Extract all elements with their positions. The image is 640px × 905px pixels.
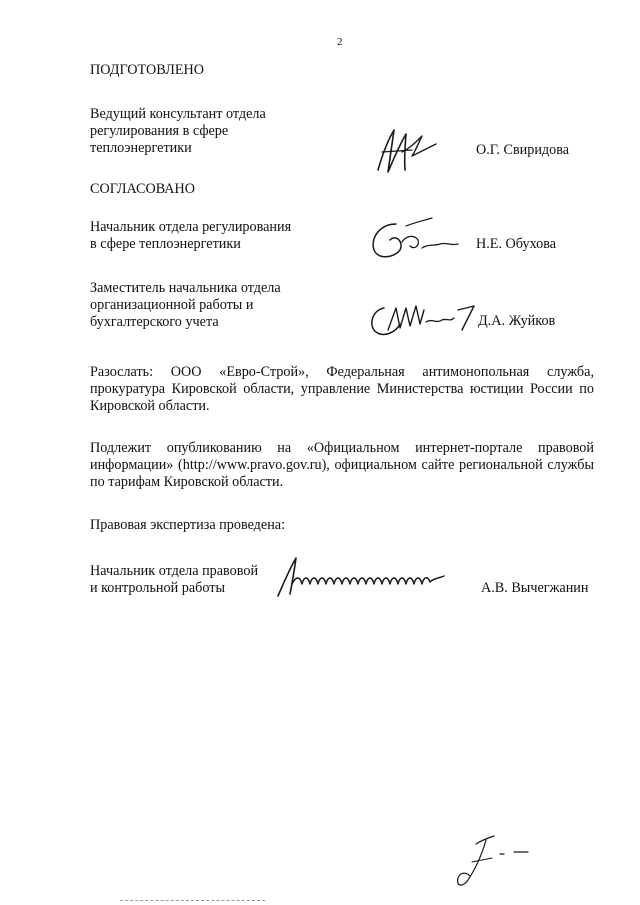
footer-line	[120, 900, 265, 901]
prepared-position	[90, 106, 266, 157]
agreed-signer-2-position	[90, 280, 281, 331]
page-number: 2	[337, 36, 343, 48]
agreed-heading: СОГЛАСОВАНО	[90, 181, 196, 197]
prepared-heading: ПОДГОТОВЛЕНО	[90, 62, 204, 78]
signature-sviridova	[372, 122, 442, 180]
signature-zhuikov	[366, 300, 478, 340]
signature-obukhova	[366, 214, 466, 264]
legal-review-statement: Правовая экспертиза проведена:	[90, 517, 286, 533]
prepared-name: О.Г. Свиридова	[476, 142, 570, 158]
agreed-signer-1-name: Н.Е. Обухова	[476, 236, 557, 252]
legal-review-position	[90, 563, 258, 597]
agreed-signer-position-line: организационной работы и	[90, 297, 254, 313]
legal-review-position-line: и контрольной работы	[90, 580, 225, 596]
agreed-signer-position-line: в сфере теплоэнергетики	[90, 236, 241, 252]
agreed-signer-position-line: Начальник отдела регулирования	[90, 219, 292, 235]
initials-mark	[448, 832, 538, 894]
legal-review-name: А.В. Вычегжанин	[481, 580, 589, 596]
prepared-position-line: регулирования в сфере	[90, 123, 229, 139]
signature-vychegzhanin	[270, 554, 450, 600]
prepared-position-line: теплоэнергетики	[90, 140, 192, 156]
agreed-signer-1-position	[90, 219, 291, 253]
prepared-position-line: Ведущий консультант отдела	[90, 106, 266, 122]
distribution-paragraph: Разослать: ООО «Евро-Строй», Федеральная антимонопольная служба, прокуратура Кировской области, управление Министерства юстиции России по Кировской области.	[90, 364, 594, 414]
agreed-signer-position-line: Заместитель начальника отдела	[90, 280, 281, 296]
legal-review-position-line: Начальник отдела правовой	[90, 563, 259, 579]
agreed-signer-2-name: Д.А. Жуйков	[478, 313, 556, 329]
agreed-signer-position-line: бухгалтерского учета	[90, 314, 219, 330]
publication-paragraph: Подлежит опубликованию на «Официальном интернет-портале правовой информации» (http://www.pravo.gov.ru), официальном сайте региональной службы по тарифам Кировской области.	[90, 440, 594, 490]
